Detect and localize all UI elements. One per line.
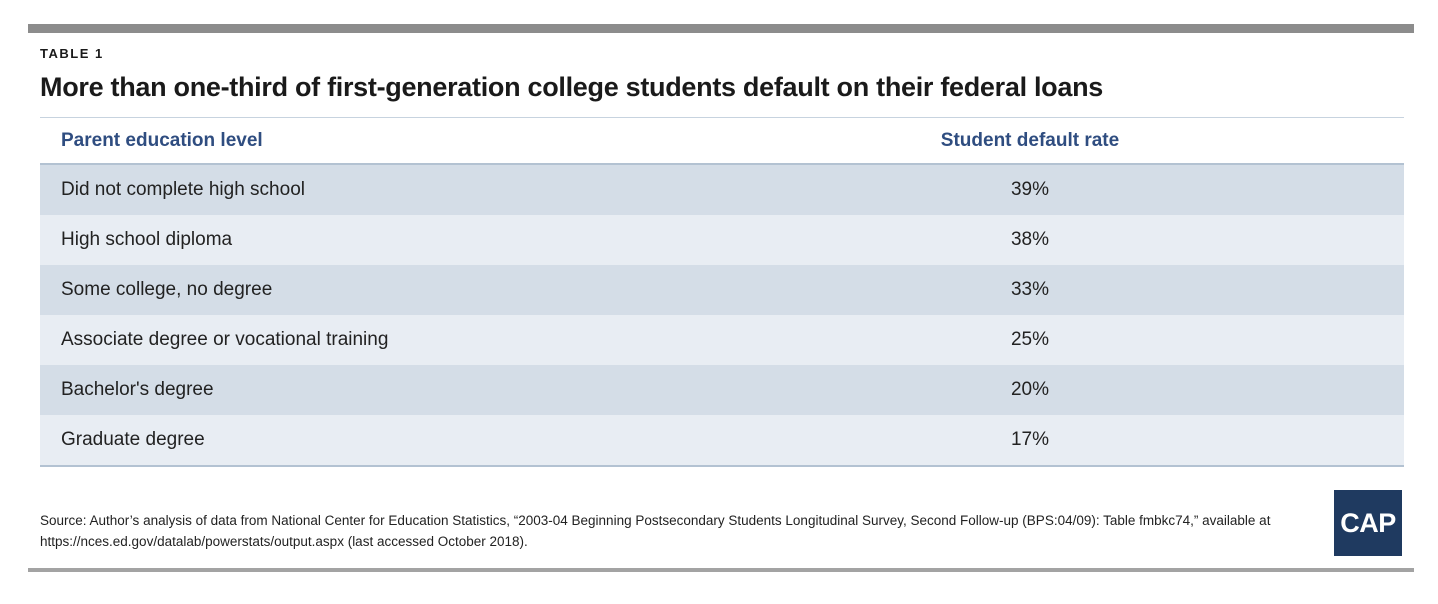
source-note: Source: Author’s analysis of data from National Center for Education Statistics, “2003-04 Beginning Postsecondary Students Longitudinal Survey, Second Follow-up (BPS:04/09): Table fmbkc74,” available at https://nces.ed.gov/datalab/powerstats/output.aspx (last accessed October 2018). (40, 513, 1271, 549)
data-table (40, 117, 1404, 467)
top-rule (28, 24, 1414, 33)
row-label: Did not complete high school (61, 179, 305, 200)
column-header-default-rate: Student default rate (940, 129, 1120, 151)
row-label: High school diploma (61, 229, 233, 250)
table-row (40, 415, 1404, 465)
table-body (40, 165, 1404, 467)
table-header (40, 117, 1404, 165)
column-header-parent-education: Parent education level (61, 129, 263, 151)
row-value: 25% (1010, 329, 1050, 350)
table-title: More than one-third of first-generation college students default on their federal loans (40, 72, 1103, 102)
row-value: 38% (1010, 229, 1050, 250)
table-row (40, 315, 1404, 365)
row-label: Some college, no degree (61, 279, 273, 300)
table-row (40, 365, 1404, 415)
row-value: 17% (1010, 429, 1050, 450)
table-row (40, 215, 1404, 265)
row-value: 20% (1010, 379, 1050, 400)
row-value: 39% (1010, 179, 1050, 200)
table-row (40, 165, 1404, 215)
table-row (40, 265, 1404, 315)
cap-logo: CAP (1334, 490, 1402, 556)
row-label: Graduate degree (61, 429, 205, 450)
bottom-rule (28, 568, 1414, 572)
row-value: 33% (1010, 279, 1050, 300)
row-label: Associate degree or vocational training (61, 329, 389, 350)
row-label: Bachelor's degree (61, 379, 214, 400)
table-eyebrow: TABLE 1 (40, 46, 104, 61)
